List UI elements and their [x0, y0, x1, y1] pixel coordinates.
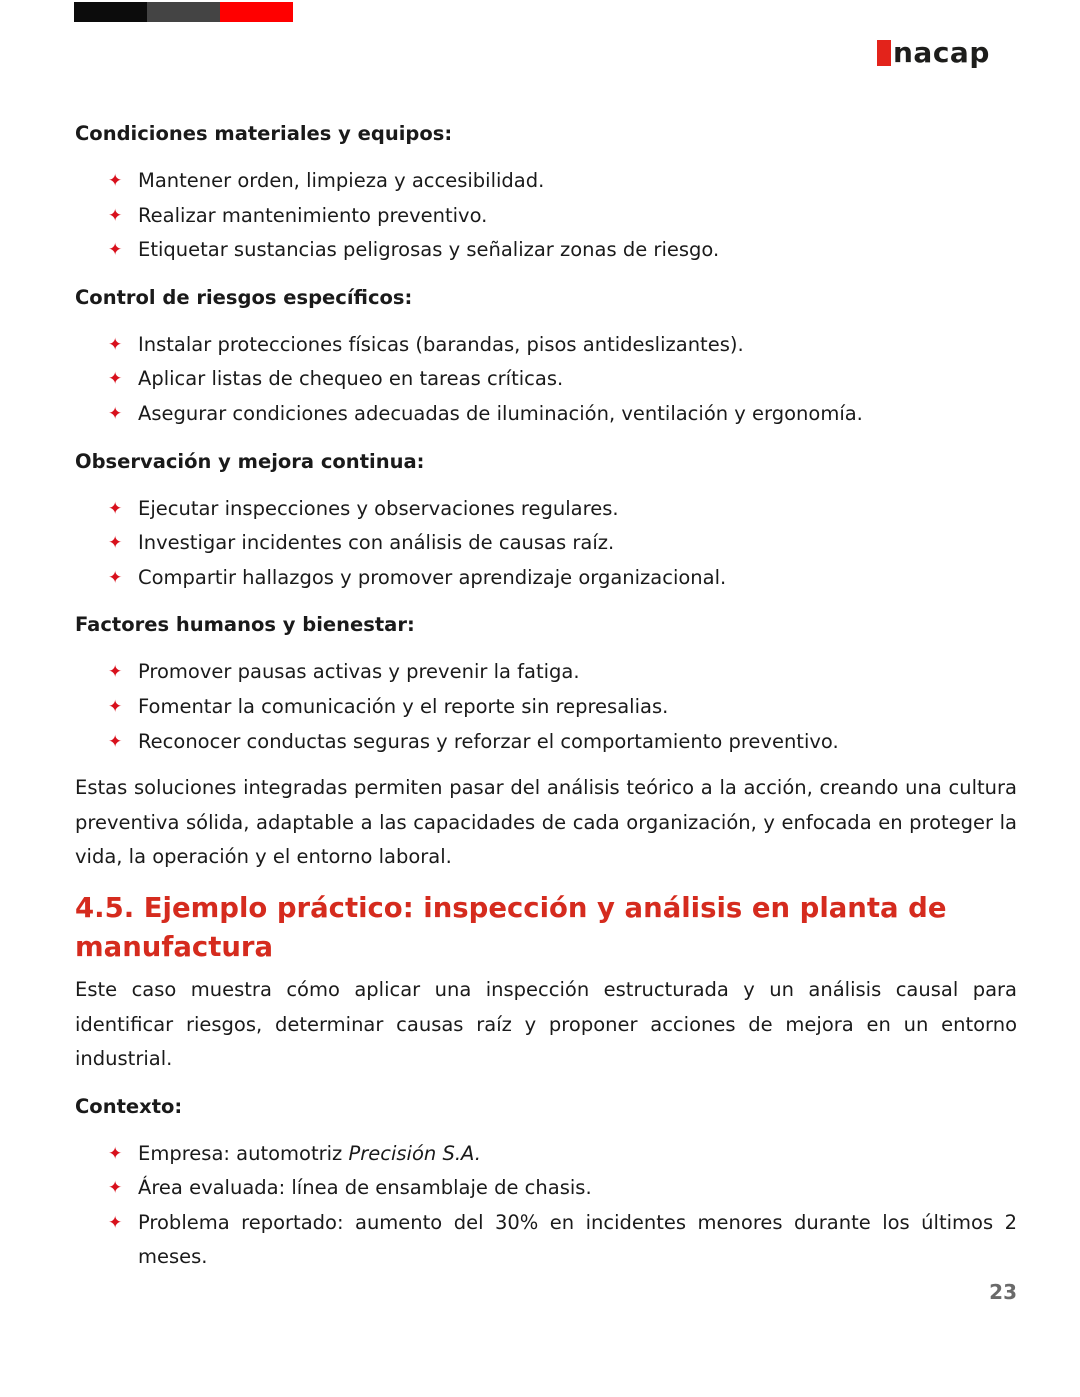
- list-item-problem: ✦ Problema reportado: aumento del 30% en incidentes menores durante los últimos 2 meses.: [75, 1206, 1017, 1275]
- section-title: 4.5. Ejemplo práctico: inspección y análisis en planta de manufactura: [75, 891, 947, 963]
- list-item: ✦ Investigar incidentes con análisis de causas raíz.: [75, 526, 1017, 561]
- context-heading: Contexto:: [75, 1094, 183, 1118]
- star-bullet-icon: ✦: [108, 567, 123, 588]
- page-number: 23: [989, 1280, 1017, 1304]
- context-list: [75, 1137, 1017, 1275]
- bar-segment-gray: [147, 2, 220, 22]
- star-bullet-icon: ✦: [108, 533, 123, 554]
- star-bullet-icon: ✦: [108, 369, 123, 390]
- bar-segment-red: [220, 2, 293, 22]
- star-bullet-icon: ✦: [108, 334, 123, 355]
- section-heading: Factores humanos y bienestar:: [75, 613, 415, 637]
- list-item: ✦ Aplicar listas de chequeo en tareas críticas.: [75, 362, 1017, 397]
- list-item: ✦ Mantener orden, limpieza y accesibilidad.: [75, 164, 1017, 199]
- list-item: ✦ Etiquetar sustancias peligrosas y señalizar zonas de riesgo.: [75, 233, 1017, 268]
- list-item-company: ✦ Empresa: automotriz Precisión S.A.: [75, 1137, 1017, 1172]
- bullet-list: [75, 328, 1017, 432]
- star-bullet-icon: ✦: [108, 1143, 123, 1164]
- list-item: ✦ Compartir hallazgos y promover aprendizaje organizacional.: [75, 561, 1017, 596]
- star-bullet-icon: ✦: [108, 1178, 123, 1199]
- star-bullet-icon: ✦: [108, 240, 123, 261]
- star-bullet-icon: ✦: [108, 171, 123, 191]
- star-bullet-icon: ✦: [108, 403, 123, 424]
- bullet-list: [75, 655, 1017, 759]
- star-bullet-icon: ✦: [108, 1212, 123, 1233]
- list-item-area: ✦ Área evaluada: línea de ensamblaje de chasis.: [75, 1171, 1017, 1206]
- list-item: ✦ Fomentar la comunicación y el reporte sin represalias.: [75, 690, 1017, 725]
- page-content: [75, 116, 1017, 1287]
- list-item: ✦ Asegurar condiciones adecuadas de iluminación, ventilación y ergonomía.: [75, 397, 1017, 432]
- header-color-bar: [74, 2, 293, 22]
- star-bullet-icon: ✦: [108, 662, 123, 683]
- star-bullet-icon: ✦: [108, 498, 123, 519]
- list-item: ✦ Instalar protecciones físicas (barandas, pisos antideslizantes).: [75, 328, 1017, 363]
- logo-text: nacap: [893, 36, 990, 69]
- star-bullet-icon: ✦: [108, 205, 123, 226]
- section-heading: Control de riesgos específicos:: [75, 285, 413, 309]
- section-intro: Este caso muestra cómo aplicar una inspección estructurada y un análisis causal para identificar riesgos, determinar causas raíz y proponer acciones de mejora en un entorno industrial.: [75, 977, 1017, 1071]
- star-bullet-icon: ✦: [108, 696, 123, 717]
- bar-segment-black: [74, 2, 147, 22]
- list-item: ✦ Ejecutar inspecciones y observaciones regulares.: [75, 492, 1017, 527]
- bullet-list: [75, 492, 1017, 596]
- list-item: ✦ Realizar mantenimiento preventivo.: [75, 199, 1017, 234]
- list-item: ✦ Promover pausas activas y prevenir la fatiga.: [75, 655, 1017, 690]
- list-item: ✦ Reconocer conductas seguras y reforzar el comportamiento preventivo.: [75, 725, 1017, 760]
- logo-mark-icon: [877, 40, 891, 66]
- star-bullet-icon: ✦: [108, 731, 123, 752]
- section-heading: Condiciones materiales y equipos:: [75, 122, 453, 145]
- closing-paragraph: Estas soluciones integradas permiten pasar del análisis teórico a la acción, creando una cultura preventiva sólida, adaptable a las capacidades de cada organización, y enfocada en proteger la vida, la operación y el entorno laboral.: [75, 776, 1017, 869]
- inacap-logo: [877, 38, 990, 68]
- company-name: Precisión S.A.: [348, 1141, 481, 1165]
- section-heading: Observación y mejora continua:: [75, 449, 425, 473]
- bullet-list: [75, 164, 1017, 268]
